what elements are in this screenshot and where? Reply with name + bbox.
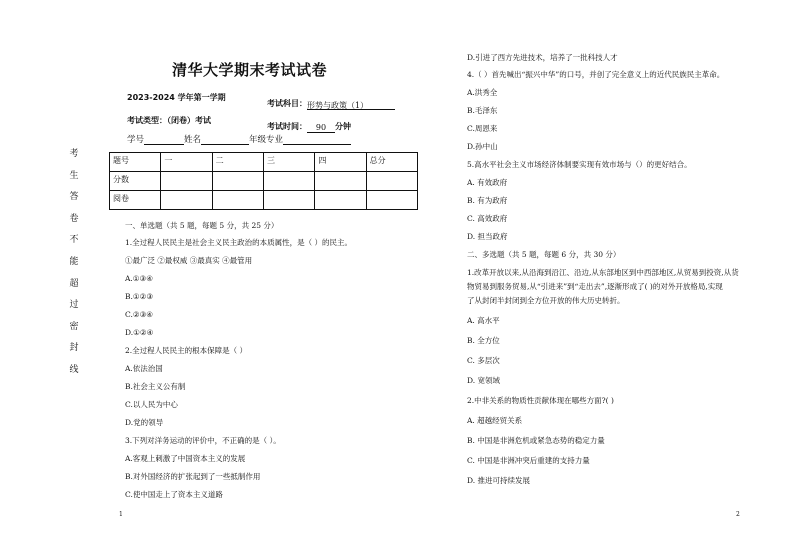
option: C. 高效政府 <box>467 214 508 223</box>
option: A. 高水平 <box>467 316 500 325</box>
subject-label: 考试科目： <box>267 99 307 108</box>
table-cell[interactable] <box>161 191 212 210</box>
option: C.②③④ <box>125 310 154 319</box>
table-cell: 分数 <box>110 172 161 191</box>
option: D. 推进可持续发展 <box>467 476 531 485</box>
page-title: 清华大学期末考试试卷 <box>172 61 328 79</box>
question-items: ①最广泛 ②最权威 ③最真实 ④最管用 <box>125 256 253 265</box>
table-cell[interactable] <box>315 172 366 191</box>
question-text: 2.全过程人民民主的根本保障是（ ） <box>125 346 248 355</box>
time-value: 90 <box>307 123 335 133</box>
option: B.对外国经济的扩张起到了一些抵制作用 <box>125 472 261 481</box>
binding-char: 密 <box>69 321 79 332</box>
student-id-field[interactable] <box>144 135 184 145</box>
option: B.①②③ <box>125 292 154 301</box>
question-text: 4.（ ）首先喊出“振兴中华”的口号，并创了完全意义上的近代民族民主革命。 <box>467 70 725 79</box>
option: C.使中国走上了资本主义道路 <box>125 490 223 499</box>
option: B. 中国是非洲危机或紧急态势的稳定力量 <box>467 436 605 445</box>
question-text: 1.改革开放以来,从沿海到沿江、沿边,从东部地区到中西部地区,从贸易到投资,从货 <box>467 268 739 277</box>
table-cell[interactable] <box>161 172 212 191</box>
binding-char: 封 <box>69 343 79 354</box>
option: A. 有效政府 <box>467 178 508 187</box>
table-cell: 四 <box>315 153 366 172</box>
binding-char: 不 <box>69 235 79 246</box>
table-cell: 一 <box>161 153 212 172</box>
score-table <box>109 152 418 210</box>
option: D. 担当政府 <box>467 232 508 241</box>
exam-type: 考试类型：（闭卷）考试 <box>127 116 211 125</box>
question-text: 物贸易到服务贸易,从“引进来”到“走出去”,逐渐形成了( )的对外开放格局,实现 <box>467 282 723 291</box>
option: C.周恩来 <box>467 124 498 133</box>
subject-row <box>267 91 395 110</box>
table-cell[interactable] <box>263 172 314 191</box>
time-row <box>267 114 351 133</box>
table-cell: 阅卷 <box>110 191 161 210</box>
option: A.客观上刺激了中国资本主义的发展 <box>125 454 246 463</box>
table-cell[interactable] <box>366 172 417 191</box>
table-cell: 题号 <box>110 153 161 172</box>
option: B. 全方位 <box>467 336 500 345</box>
binding-char: 卷 <box>69 213 79 224</box>
option: C.以人民为中心 <box>125 400 178 409</box>
student-info-row <box>127 133 351 145</box>
table-row <box>110 191 418 210</box>
question-text: 1.全过程人民民主是社会主义民主政治的本质属性，是（ ）的民主。 <box>125 238 353 247</box>
page-number: 1 <box>119 511 123 518</box>
option: D.党的领导 <box>125 418 164 427</box>
section-heading: 二、多选题（共 5 题，每题 6 分，共 30 分） <box>467 250 621 259</box>
grade-major-label: 年级专业 <box>249 135 284 145</box>
option: A.洪秀全 <box>467 88 498 97</box>
binding-char: 线 <box>69 364 79 375</box>
option: D.孙中山 <box>467 142 498 151</box>
option: B.社会主义公有制 <box>125 382 186 391</box>
time-unit: 分钟 <box>335 122 351 131</box>
question-text: 2.中非关系的物质性贡献体现在哪些方面?( ) <box>467 396 614 405</box>
option: A.①③④ <box>125 274 153 283</box>
time-label: 考试时间： <box>267 122 307 131</box>
option: D.引进了西方先进技术，培养了一批科技人才 <box>467 53 618 62</box>
option: B.毛泽东 <box>467 106 498 115</box>
table-cell[interactable] <box>366 191 417 210</box>
option: A. 超越经贸关系 <box>467 416 523 425</box>
table-cell[interactable] <box>212 191 263 210</box>
binding-char: 超 <box>69 278 79 289</box>
binding-char: 能 <box>69 256 79 267</box>
subject-value: 形势与政策（1） <box>307 100 395 110</box>
binding-char: 过 <box>69 300 79 311</box>
binding-char: 答 <box>69 192 79 203</box>
table-row <box>110 153 418 172</box>
table-cell[interactable] <box>263 191 314 210</box>
question-text: 5.高水平社会主义市场经济体制要实现有效市场与（）的更好结合。 <box>467 160 692 169</box>
option: C. 多层次 <box>467 356 500 365</box>
name-label: 姓名 <box>184 135 202 145</box>
option: D.①②④ <box>125 328 154 337</box>
page-number: 2 <box>736 511 740 518</box>
name-field[interactable] <box>201 135 249 145</box>
table-cell: 二 <box>212 153 263 172</box>
binding-char: 考 <box>69 149 79 159</box>
semester: 2023-2024 学年第一学期 <box>127 93 226 102</box>
option: D. 宽领域 <box>467 376 501 385</box>
table-cell[interactable] <box>315 191 366 210</box>
table-cell: 总分 <box>366 153 417 172</box>
option: B. 有为政府 <box>467 196 508 205</box>
option: C. 中国是非洲冲突后重建的支持力量 <box>467 456 590 465</box>
table-cell: 三 <box>263 153 314 172</box>
binding-char: 生 <box>69 170 79 181</box>
student-id-label: 学号 <box>127 135 145 145</box>
table-cell[interactable] <box>212 172 263 191</box>
option: A.依法治国 <box>125 364 163 373</box>
binding-line <box>68 150 80 375</box>
question-text: 3.下列对洋务运动的评价中，不正确的是（ ）。 <box>125 436 281 445</box>
grade-major-field[interactable] <box>283 135 351 145</box>
table-row <box>110 172 418 191</box>
question-text: 了从封闭半封闭到全方位开放的伟大历史转折。 <box>467 296 625 305</box>
section-heading: 一、单选题（共 5 题，每题 5 分，共 25 分） <box>125 221 279 230</box>
